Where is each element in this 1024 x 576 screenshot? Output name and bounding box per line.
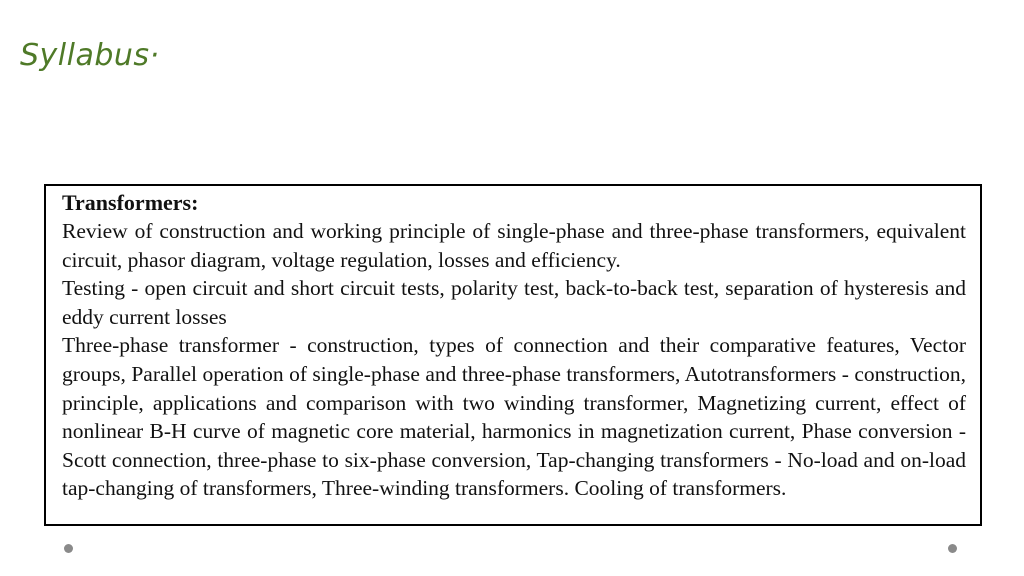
syllabus-paragraph-three-phase: Three-phase transformer - construction, types of connection and their comparative features, Vector groups, Parallel operation of single-phase and three-phase transformers, Autotransformers - construction, principle, applications and comparison with two winding transformer, Magnetizing current, effect of nonlinear B-H curve of magnetic core material, harmonics in magnetization current, Phase conversion - Scott connection, three-phase to six-phase conversion, Tap-changing transformers - No-load and on-load tap-changing of transformers, Three-winding transformers. Cooling of transformers. xyxy=(62,333,966,501)
syllabus-box xyxy=(44,184,982,526)
syllabus-paragraph-testing: Testing - open circuit and short circuit tests, polarity test, back-to-back test, separation of hysteresis and eddy current losses xyxy=(62,276,966,329)
decorative-dot-left xyxy=(64,544,73,553)
slide-title: Syllabus· xyxy=(20,38,160,73)
syllabus-paragraph-review: Review of construction and working principle of single-phase and three-phase transformers, equivalent circuit, phasor diagram, voltage regulation, losses and efficiency. xyxy=(62,219,966,272)
decorative-dot-right xyxy=(948,544,957,553)
section-heading: Transformers: xyxy=(62,190,199,215)
